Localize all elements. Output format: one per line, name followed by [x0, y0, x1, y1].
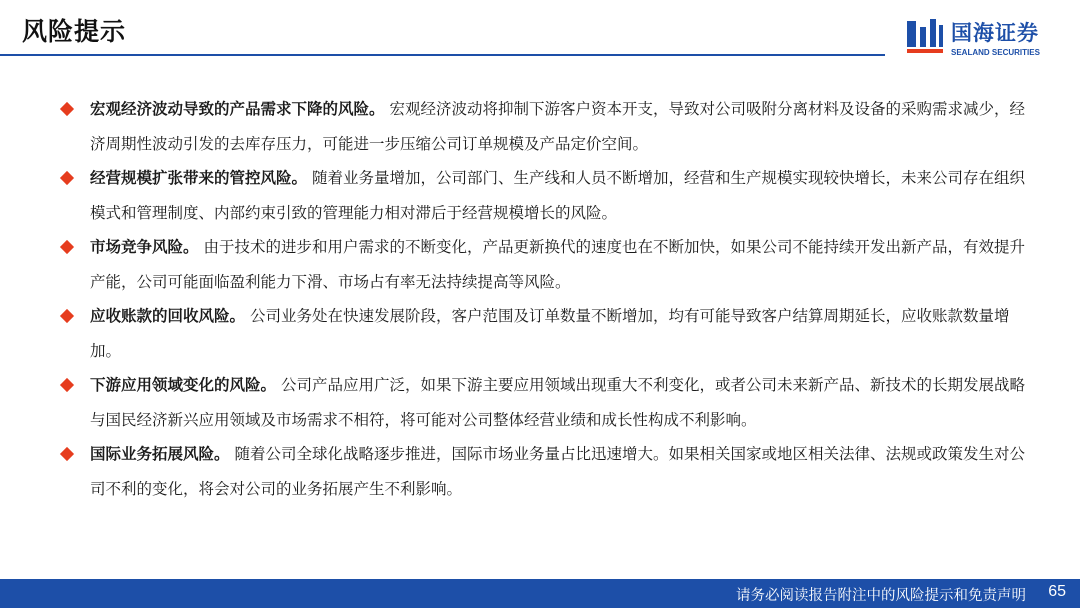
company-logo: [905, 17, 1065, 61]
risk-text: 随着公司全球化战略逐步推进，国际市场业务量占比迅速增大。如果相关国家或地区相关法律、法规或政策发生对公司不利的变化，将会对公司的业务拓展产生不利影响。: [90, 445, 1025, 498]
risk-title: 经营规模扩张带来的管控风险。: [90, 169, 308, 187]
risk-item: [62, 92, 1037, 161]
sealand-logo-icon: [905, 17, 945, 59]
diamond-bullet-icon: [60, 171, 74, 185]
risk-title: 下游应用领域变化的风险。: [90, 376, 277, 394]
risk-list: [62, 92, 1037, 506]
risk-title: 市场竞争风险。: [90, 238, 199, 256]
risk-title: 宏观经济波动导致的产品需求下降的风险。: [90, 100, 385, 118]
disclaimer-notice: 请务必阅读报告附注中的风险提示和免责声明: [736, 588, 1026, 604]
diamond-bullet-icon: [60, 240, 74, 254]
risk-item: [62, 368, 1037, 437]
risk-item: [62, 161, 1037, 230]
diamond-bullet-icon: [60, 309, 74, 323]
risk-text: 宏观经济波动将抑制下游客户资本开支，导致对公司吸附分离材料及设备的采购需求减少，经济周期性波动引发的去库存压力，可能进一步压缩公司订单规模及产品定价空间。: [90, 100, 1025, 153]
diamond-bullet-icon: [60, 447, 74, 461]
risk-item: [62, 437, 1037, 506]
logo-chinese-name: 国海证券: [951, 21, 1039, 45]
page-number: 65: [1048, 583, 1066, 600]
risk-title: 应收账款的回收风险。: [90, 307, 246, 325]
risk-text: 随着业务量增加，公司部门、生产线和人员不断增加，经营和生产规模实现较快增长，未来公司存在组织模式和管理制度、内部约束引致的管理能力相对滞后于经营规模增长的风险。: [90, 169, 1025, 222]
risk-text: 由于技术的进步和用户需求的不断变化，产品更新换代的速度也在不断加快，如果公司不能持续开发出新产品，有效提升产能，公司可能面临盈利能力下滑、市场占有率无法持续提高等风险。: [90, 238, 1025, 291]
risk-title: 国际业务拓展风险。: [90, 445, 230, 463]
logo-english-name: SEALAND SECURITIES: [951, 48, 1040, 57]
risk-item: [62, 230, 1037, 299]
diamond-bullet-icon: [60, 378, 74, 392]
diamond-bullet-icon: [60, 102, 74, 116]
footer-bar: [0, 579, 1080, 608]
risk-text: 公司业务处在快速发展阶段，客户范围及订单数量不断增加，均有可能导致客户结算周期延长，应收账款数量增加。: [90, 307, 1010, 360]
header-divider: [0, 54, 885, 56]
risk-item: [62, 299, 1037, 368]
risk-text: 公司产品应用广泛，如果下游主要应用领域出现重大不利变化，或者公司未来新产品、新技术的长期发展战略与国民经济新兴应用领域及市场需求不相符，将可能对公司整体经营业绩和成长性构成不利影响。: [90, 376, 1025, 429]
page-title: 风险提示: [22, 17, 127, 46]
